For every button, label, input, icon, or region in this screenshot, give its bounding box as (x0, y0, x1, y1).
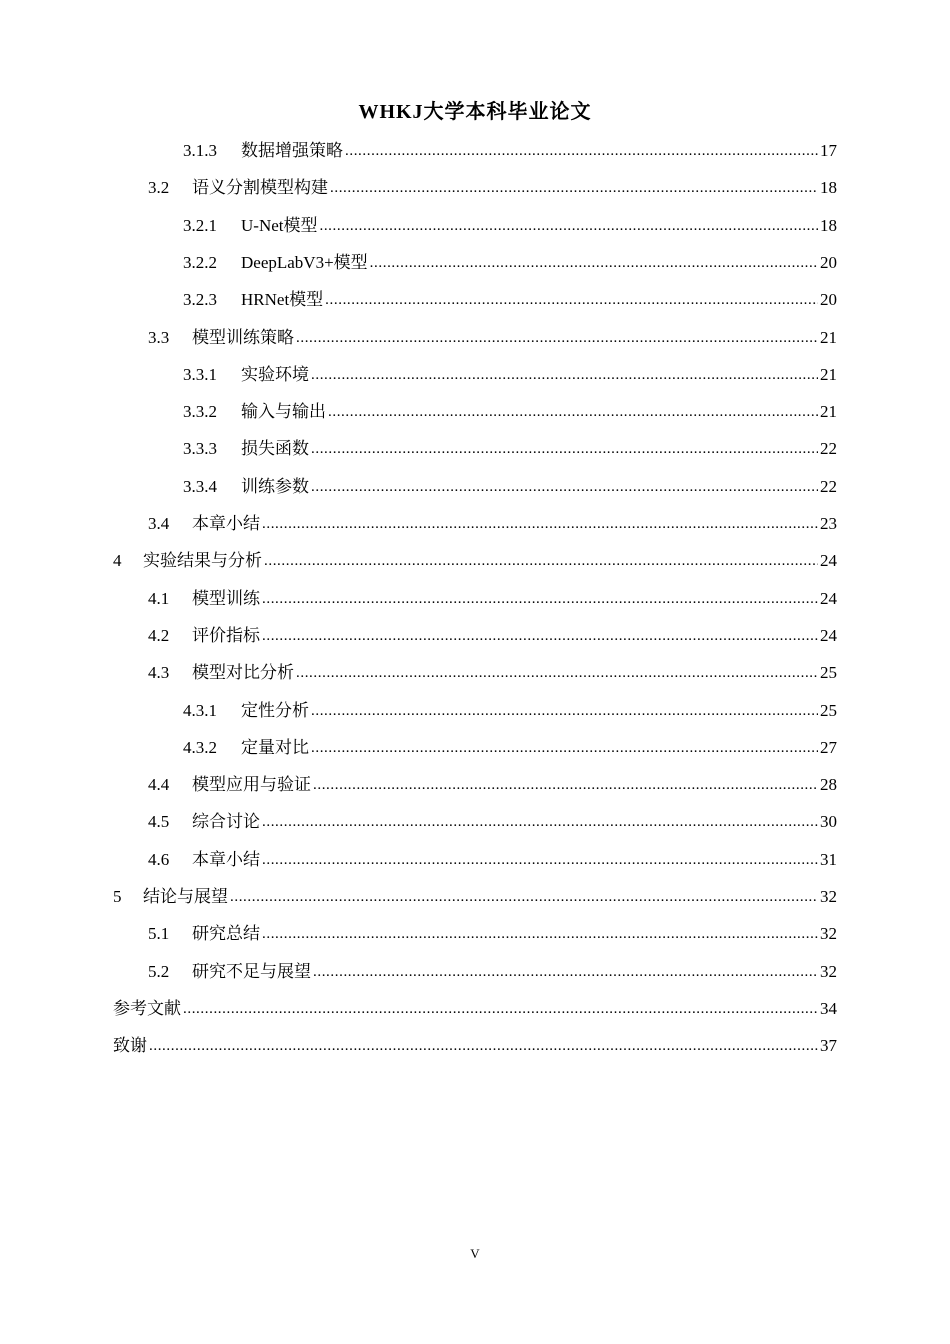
toc-entry-page: 24 (820, 588, 837, 608)
toc-entry-page: 31 (820, 849, 837, 869)
toc-dot-leader (311, 698, 818, 724)
toc-entry-title: 语义分割模型构建 (192, 178, 328, 198)
toc-entry-page: 21 (820, 327, 837, 347)
toc-entry[interactable] (183, 138, 837, 164)
toc-entry-title: 模型应用与验证 (192, 775, 311, 795)
toc-entry[interactable] (148, 772, 837, 798)
toc-entry-title: 模型对比分析 (192, 663, 294, 683)
toc-entry-title: 结论与展望 (143, 887, 228, 906)
toc-entry-number: 3.3 (148, 327, 170, 347)
toc-dot-leader (319, 213, 818, 239)
toc-entry-page: 21 (820, 402, 837, 422)
toc-entry-title: 训练参数 (241, 476, 309, 496)
toc-entry-number: 3.3.2 (183, 402, 217, 422)
toc-entry[interactable] (148, 175, 837, 201)
toc-entry-page: 24 (820, 625, 837, 645)
toc-dot-leader (311, 474, 818, 500)
toc-entry-title: 实验结果与分析 (143, 551, 262, 571)
toc-dot-leader (325, 287, 818, 313)
toc-entry-number: 4.2 (148, 625, 170, 645)
toc-entry-title: U-Net模型 (241, 215, 318, 235)
toc-entry-page: 23 (820, 514, 837, 533)
toc-dot-leader (296, 660, 818, 686)
toc-entry-number: 3.4 (148, 514, 170, 533)
toc-entry-number: 3.2.2 (183, 252, 217, 272)
toc-dot-leader (230, 884, 818, 910)
toc-entry[interactable] (148, 921, 837, 947)
toc-entry-number: 4.5 (148, 812, 170, 832)
toc-dot-leader (262, 809, 818, 835)
toc-dot-leader (264, 548, 818, 574)
toc-entry-page: 22 (820, 439, 837, 459)
toc-entry-title: HRNet模型 (241, 290, 324, 310)
toc-entry-title: 研究不足与展望 (192, 961, 311, 981)
toc-dot-leader (183, 996, 818, 1022)
toc-entry[interactable] (148, 809, 837, 835)
toc-dot-leader (262, 921, 818, 947)
toc-entry-number: 4.4 (148, 775, 170, 795)
toc-dot-leader (262, 623, 818, 649)
toc-dot-leader (313, 959, 818, 985)
toc-dot-leader (345, 138, 818, 164)
toc-entry-number: 4.3 (148, 663, 170, 683)
toc-entry-page: 18 (820, 178, 837, 198)
toc-entry-title: 本章小结 (192, 514, 260, 533)
toc-entry-title: 本章小结 (192, 849, 260, 869)
toc-entry-page: 25 (820, 700, 837, 720)
toc-entry[interactable] (148, 660, 837, 686)
toc-entry-number: 4.3.2 (183, 737, 217, 757)
toc-entry-page: 30 (820, 812, 837, 832)
toc-dot-leader (149, 1033, 818, 1059)
page-header-title: WHKJ大学本科毕业论文 (358, 101, 592, 123)
toc-entry-title: 模型训练策略 (192, 327, 294, 347)
toc-entry-page: 20 (820, 290, 837, 310)
toc-entry[interactable] (113, 1033, 837, 1059)
toc-entry[interactable] (183, 250, 837, 276)
toc-entry-number: 3.2.3 (183, 290, 217, 310)
toc-entry-page: 18 (820, 215, 837, 235)
toc-entry-page: 22 (820, 476, 837, 496)
toc-entry-page: 32 (820, 887, 837, 906)
toc-entry-number: 4 (113, 551, 122, 571)
toc-entry-title: 评价指标 (192, 625, 260, 645)
toc-entry[interactable] (183, 287, 837, 313)
toc-entry-number: 3.3.3 (183, 439, 217, 459)
toc-entry-title: 损失函数 (241, 439, 309, 459)
toc-entry-page: 28 (820, 775, 837, 795)
toc-entry-number: 4.6 (148, 849, 170, 869)
toc-entry[interactable] (113, 884, 837, 910)
toc-entry[interactable] (183, 362, 837, 388)
toc-entry-title: DeepLabV3+模型 (241, 252, 368, 272)
toc-entry-number: 5.1 (148, 924, 170, 944)
toc-entry-page: 37 (820, 1036, 837, 1056)
toc-dot-leader (262, 511, 818, 537)
toc-entry-page: 17 (820, 141, 837, 160)
toc-dot-leader (262, 586, 818, 612)
toc-entry-page: 27 (820, 737, 837, 757)
toc-entry-number: 5 (113, 887, 122, 906)
toc-entry[interactable] (148, 847, 837, 873)
toc-entry-page: 24 (820, 551, 837, 571)
toc-entry[interactable] (113, 996, 837, 1022)
toc-entry[interactable] (183, 698, 837, 724)
toc-entry[interactable] (148, 511, 837, 537)
toc-entry[interactable] (113, 548, 837, 574)
toc-dot-leader (330, 175, 818, 201)
toc-entry-title: 实验环境 (241, 364, 309, 384)
toc-entry-number: 4.3.1 (183, 700, 217, 720)
toc-entry-page: 32 (820, 924, 837, 944)
toc-entry[interactable] (183, 399, 837, 425)
toc-entry-number: 3.3.1 (183, 364, 217, 384)
toc-entry-page: 32 (820, 961, 837, 981)
toc-dot-leader (313, 772, 818, 798)
toc-entry-page: 25 (820, 663, 837, 683)
toc-entry-title: 定性分析 (241, 700, 309, 720)
toc-dot-leader (311, 362, 818, 388)
toc-dot-leader (296, 325, 818, 351)
toc-entry-number: 4.1 (148, 588, 170, 608)
toc-dot-leader (328, 399, 818, 425)
toc-dot-leader (370, 250, 818, 276)
toc-entry-number: 5.2 (148, 961, 170, 981)
page-number: V (470, 1246, 480, 1261)
toc-entry-number: 3.2 (148, 178, 170, 198)
toc-entry[interactable] (183, 436, 837, 462)
toc-entry-title: 研究总结 (192, 924, 260, 944)
toc-entry[interactable] (183, 213, 837, 239)
toc-entry-page: 34 (820, 998, 837, 1018)
toc-entry-number: 3.1.3 (183, 141, 217, 160)
toc-dot-leader (262, 847, 818, 873)
toc-entry-title: 定量对比 (241, 737, 309, 757)
toc-dot-leader (311, 436, 818, 462)
toc-entry[interactable] (148, 623, 837, 649)
toc-entry-title: 参考文献 (113, 998, 181, 1018)
toc-entry-title: 致谢 (113, 1036, 147, 1056)
toc-dot-leader (311, 735, 818, 761)
toc-entry-title: 数据增强策略 (241, 141, 343, 160)
toc-entry[interactable] (148, 586, 837, 612)
toc-entry[interactable] (183, 735, 837, 761)
toc-entry-number: 3.3.4 (183, 476, 217, 496)
toc-entry-title: 综合讨论 (192, 812, 260, 832)
toc-entry[interactable] (148, 959, 837, 985)
toc-entry[interactable] (183, 474, 837, 500)
toc-entry-title: 输入与输出 (241, 402, 326, 422)
toc-entry-number: 3.2.1 (183, 215, 217, 235)
toc-entry-page: 21 (820, 364, 837, 384)
toc-entry-page: 20 (820, 252, 837, 272)
toc-entry-title: 模型训练 (192, 588, 260, 608)
toc-entry[interactable] (148, 325, 837, 351)
